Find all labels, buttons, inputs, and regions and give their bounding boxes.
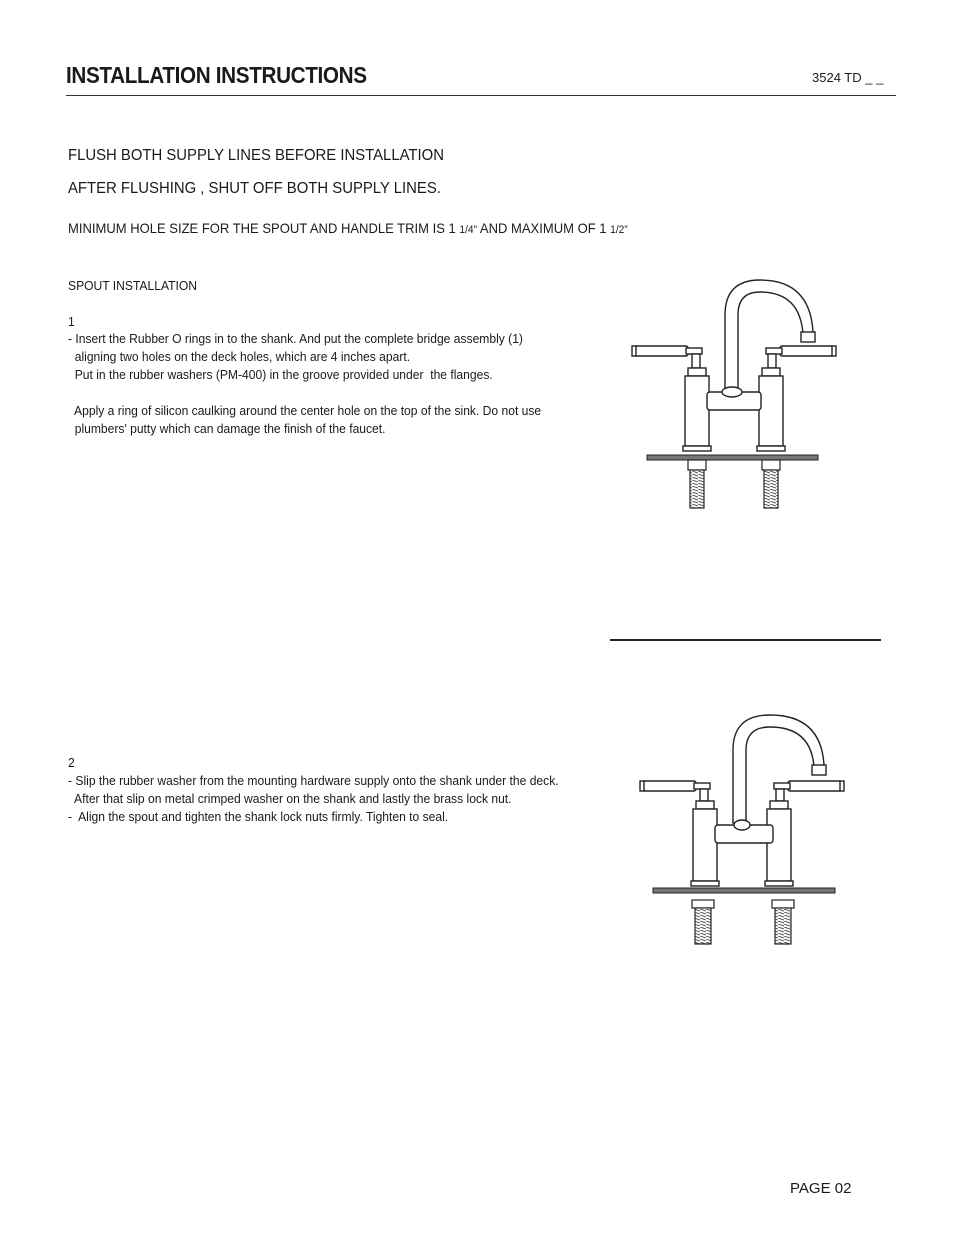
page-title: INSTALLATION INSTRUCTIONS	[66, 62, 367, 88]
faucet-diagram-step-1	[620, 270, 840, 520]
step-number: 1	[68, 314, 75, 329]
step-instructions: - Insert the Rubber O rings in to the shank. And put the complete bridge assembly (1) aligning two holes on the deck holes, which are 4 inches apart. Put in the rubber washers (PM-400) in the groove provided under the flanges. Apply a ring of silicon caulking around the center hole on the top of the sink. Do not use plumbers' putty which can damage the finish of the faucet.	[68, 331, 542, 436]
shutoff-note: AFTER FLUSHING , SHUT OFF BOTH SUPPLY LINES.	[68, 180, 441, 197]
page-number: PAGE 02	[790, 1180, 852, 1197]
hole-size-max-fraction: 1/2”	[610, 224, 628, 236]
section-divider	[610, 639, 881, 641]
hole-size-prefix: MINIMUM HOLE SIZE FOR THE SPOUT AND HANDLE TRIM IS 1	[68, 220, 460, 236]
hole-size-min-fraction: 1/4”	[459, 224, 478, 236]
section-heading: SPOUT INSTALLATION	[68, 278, 197, 293]
faucet-diagram-step-2	[628, 705, 848, 955]
flush-note: FLUSH BOTH SUPPLY LINES BEFORE INSTALLATION	[68, 147, 444, 164]
model-number: 3524 TD _ _	[812, 70, 884, 85]
step-instructions: - Slip the rubber washer from the mounting hardware supply onto the shank under the deck. After that slip on metal crimped washer on the shank and lastly the brass lock nut. - Align the spout and tighten the shank lock nuts firmly. Tighten to seal.	[68, 773, 559, 824]
hole-size-mid: AND MAXIMUM OF 1	[477, 220, 611, 236]
header-rule	[66, 95, 896, 96]
hole-size-note	[68, 220, 628, 236]
step-number: 2	[68, 755, 75, 770]
